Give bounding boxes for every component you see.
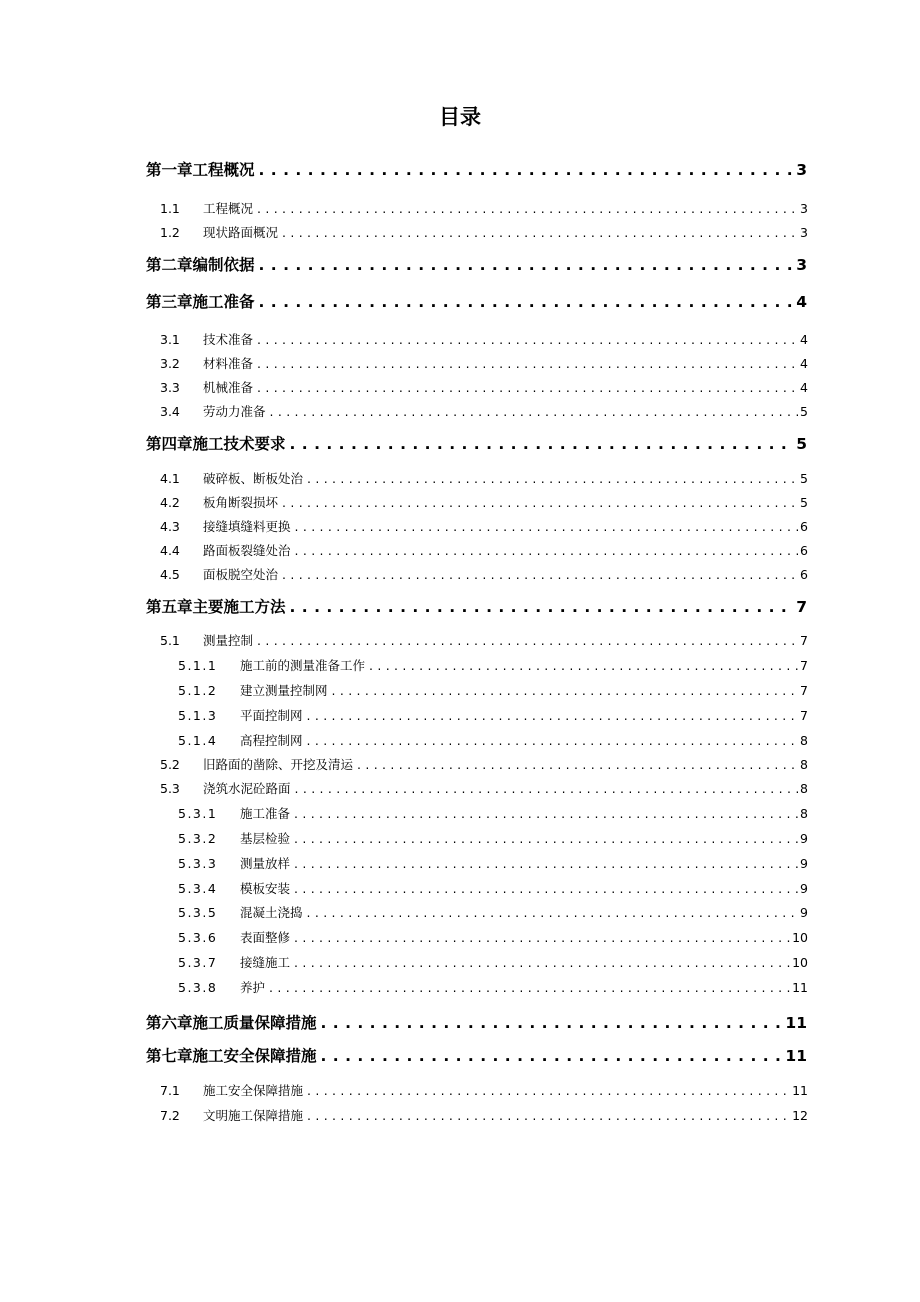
toc-chapter-entry[interactable] [146, 596, 807, 618]
toc-entry-page-number: 3 [796, 256, 807, 274]
toc-entry-label: 第一章工程概况 [146, 161, 255, 179]
toc-entry-label: 板角断裂损坏 [203, 495, 279, 510]
toc-entry-page-number: 3 [800, 201, 808, 216]
toc-section-entry[interactable] [160, 223, 808, 243]
toc-entry-page-number: 10 [792, 930, 808, 945]
toc-entry-page-number: 11 [792, 980, 808, 995]
toc-entry-label: 测量放样 [240, 856, 291, 871]
toc-entry-page-number: 4 [800, 332, 808, 347]
dot-leader [282, 493, 798, 513]
dot-leader [269, 978, 790, 998]
dot-leader [259, 254, 795, 276]
dot-leader [307, 903, 799, 923]
toc-entry-label: 机械准备 [203, 380, 254, 395]
dot-leader [295, 541, 799, 561]
toc-entry-number: 3.3 [160, 380, 180, 395]
toc-entry-page-number: 10 [792, 955, 808, 970]
toc-section-entry[interactable] [160, 541, 808, 561]
dot-leader [270, 402, 799, 422]
toc-chapter-entry[interactable] [146, 1012, 807, 1034]
toc-entry-number: 5.3.6 [178, 930, 218, 945]
toc-section-entry[interactable] [178, 681, 808, 701]
toc-section-entry[interactable] [178, 953, 808, 973]
toc-entry-label: 破碎板、断板处治 [203, 471, 304, 486]
toc-entry-number: 5.2 [160, 757, 180, 772]
toc-entry-number: 5.1.4 [178, 733, 218, 748]
toc-entry-number: 3.1 [160, 332, 180, 347]
dot-leader [294, 953, 790, 973]
toc-section-entry[interactable] [160, 755, 808, 775]
toc-entry-number: 5.3.1 [178, 806, 218, 821]
toc-entry-label: 建立测量控制网 [240, 683, 328, 698]
dot-leader [307, 731, 799, 751]
toc-entry-label: 旧路面的凿除、开挖及清运 [203, 757, 354, 772]
dot-leader [295, 779, 799, 799]
toc-entry-page-number: 9 [800, 856, 808, 871]
dot-leader [307, 1106, 790, 1126]
toc-entry-number: 5.3.7 [178, 955, 218, 970]
toc-entry-label: 第四章施工技术要求 [146, 435, 286, 453]
toc-entry-page-number: 8 [800, 806, 808, 821]
toc-entry-number: 4.1 [160, 471, 180, 486]
toc-entry-label: 施工准备 [240, 806, 291, 821]
dot-leader [307, 706, 799, 726]
toc-title: 目录 [439, 105, 481, 129]
toc-entry-label: 接缝填缝料更换 [203, 519, 291, 534]
dot-leader [332, 681, 799, 701]
toc-entry-label: 模板安装 [240, 881, 291, 896]
toc-entry-number: 7.2 [160, 1108, 180, 1123]
toc-section-entry[interactable] [178, 804, 808, 824]
dot-leader [290, 596, 795, 618]
toc-entry-label: 测量控制 [203, 633, 254, 648]
toc-entry-number: 3.4 [160, 404, 180, 419]
toc-entry-page-number: 4 [796, 293, 807, 311]
toc-section-entry[interactable] [178, 731, 808, 751]
toc-section-entry[interactable] [160, 378, 808, 398]
toc-entry-label: 现状路面概况 [203, 225, 279, 240]
toc-entry-number: 7.1 [160, 1083, 180, 1098]
toc-entry-number: 1.2 [160, 225, 180, 240]
dot-leader [259, 159, 795, 181]
dot-leader [294, 928, 790, 948]
toc-entry-number: 5.1.1 [178, 658, 218, 673]
toc-entry-page-number: 7 [800, 683, 808, 698]
toc-entry-label: 平面控制网 [240, 708, 303, 723]
toc-entry-page-number: 6 [800, 519, 808, 534]
toc-entry-label: 工程概况 [203, 201, 254, 216]
toc-entry-label: 施工安全保障措施 [203, 1083, 304, 1098]
toc-entry-label: 接缝施工 [240, 955, 291, 970]
toc-entry-label: 基层检验 [240, 831, 291, 846]
toc-chapter-entry[interactable] [146, 433, 807, 455]
toc-section-entry[interactable] [160, 469, 808, 489]
toc-entry-page-number: 3 [800, 225, 808, 240]
toc-entry-page-number: 5 [800, 495, 808, 510]
toc-section-entry[interactable] [160, 199, 808, 219]
toc-entry-number: 4.3 [160, 519, 180, 534]
dot-leader [295, 517, 799, 537]
dot-leader [257, 378, 798, 398]
toc-entry-label: 第七章施工安全保障措施 [146, 1047, 317, 1065]
toc-entry-page-number: 7 [800, 708, 808, 723]
toc-entry-number: 4.4 [160, 543, 180, 558]
dot-leader [307, 1081, 790, 1101]
toc-entry-page-number: 8 [800, 733, 808, 748]
toc-entry-label: 第六章施工质量保障措施 [146, 1014, 317, 1032]
dot-leader [321, 1012, 784, 1034]
dot-leader [259, 291, 795, 313]
toc-entry-page-number: 8 [800, 757, 808, 772]
toc-entry-page-number: 5 [796, 435, 807, 453]
toc-chapter-entry[interactable] [146, 291, 807, 313]
toc-entry-page-number: 4 [800, 356, 808, 371]
toc-section-entry[interactable] [178, 854, 808, 874]
toc-entry-number: 5.3.3 [178, 856, 218, 871]
toc-section-entry[interactable] [160, 1106, 808, 1126]
toc-entry-number: 5.3 [160, 781, 180, 796]
toc-section-entry[interactable] [178, 928, 808, 948]
toc-entry-label: 施工前的测量准备工作 [240, 658, 366, 673]
toc-section-entry[interactable] [178, 879, 808, 899]
toc-section-entry[interactable] [160, 779, 808, 799]
toc-entry-page-number: 4 [800, 380, 808, 395]
toc-entry-page-number: 12 [792, 1108, 808, 1123]
toc-entry-label: 面板脱空处治 [203, 567, 279, 582]
toc-section-entry[interactable] [178, 656, 808, 676]
toc-entry-page-number: 9 [800, 881, 808, 896]
toc-entry-number: 5.1.2 [178, 683, 218, 698]
toc-entry-page-number: 6 [800, 543, 808, 558]
toc-entry-label: 材料准备 [203, 356, 254, 371]
toc-entry-label: 劳动力准备 [203, 404, 266, 419]
toc-entry-page-number: 7 [796, 598, 807, 616]
toc-entry-label: 技术准备 [203, 332, 254, 347]
dot-leader [282, 223, 798, 243]
toc-entry-label: 第五章主要施工方法 [146, 598, 286, 616]
dot-leader [257, 330, 798, 350]
toc-entry-label: 第二章编制依据 [146, 256, 255, 274]
dot-leader [257, 631, 798, 651]
toc-entry-number: 5.3.5 [178, 905, 218, 920]
dot-leader [294, 854, 798, 874]
dot-leader [257, 354, 798, 374]
toc-entry-page-number: 9 [800, 905, 808, 920]
dot-leader [294, 879, 798, 899]
toc-entry-page-number: 3 [796, 161, 807, 179]
toc-entry-label: 路面板裂缝处治 [203, 543, 291, 558]
toc-entry-number: 4.5 [160, 567, 180, 582]
toc-section-entry[interactable] [160, 1081, 808, 1101]
dot-leader [257, 199, 798, 219]
toc-section-entry[interactable] [178, 829, 808, 849]
toc-entry-number: 3.2 [160, 356, 180, 371]
toc-entry-label: 浇筑水泥砼路面 [203, 781, 291, 796]
dot-leader [294, 804, 798, 824]
toc-entry-number: 4.2 [160, 495, 180, 510]
toc-entry-number: 5.3.4 [178, 881, 218, 896]
toc-section-entry[interactable] [160, 565, 808, 585]
toc-entry-page-number: 11 [785, 1047, 807, 1065]
toc-entry-label: 混凝土浇捣 [240, 905, 303, 920]
toc-entry-label: 高程控制网 [240, 733, 303, 748]
toc-entry-page-number: 7 [800, 633, 808, 648]
toc-entry-number: 5.3.2 [178, 831, 218, 846]
toc-section-entry[interactable] [160, 517, 808, 537]
dot-leader [307, 469, 798, 489]
dot-leader [290, 433, 795, 455]
dot-leader [321, 1045, 784, 1067]
toc-entry-page-number: 11 [792, 1083, 808, 1098]
toc-entry-page-number: 7 [800, 658, 808, 673]
dot-leader [294, 829, 798, 849]
toc-section-entry[interactable] [178, 903, 808, 923]
toc-chapter-entry[interactable] [146, 159, 807, 181]
toc-entry-label: 表面整修 [240, 930, 291, 945]
toc-section-entry[interactable] [160, 631, 808, 651]
toc-entry-number: 5.1.3 [178, 708, 218, 723]
toc-chapter-entry[interactable] [146, 1045, 807, 1067]
toc-entry-page-number: 11 [785, 1014, 807, 1032]
toc-section-entry[interactable] [160, 402, 808, 422]
toc-section-entry[interactable] [178, 706, 808, 726]
toc-chapter-entry[interactable] [146, 254, 807, 276]
toc-section-entry[interactable] [178, 978, 808, 998]
toc-section-entry[interactable] [160, 330, 808, 350]
toc-entry-label: 养护 [240, 980, 266, 995]
toc-entry-page-number: 5 [800, 404, 808, 419]
toc-entry-page-number: 6 [800, 567, 808, 582]
toc-entry-number: 5.3.8 [178, 980, 218, 995]
toc-entry-label: 文明施工保障措施 [203, 1108, 304, 1123]
toc-section-entry[interactable] [160, 354, 808, 374]
toc-entry-label: 第三章施工准备 [146, 293, 255, 311]
toc-entry-number: 5.1 [160, 633, 180, 648]
dot-leader [357, 755, 798, 775]
toc-section-entry[interactable] [160, 493, 808, 513]
toc-entry-page-number: 8 [800, 781, 808, 796]
dot-leader [369, 656, 798, 676]
toc-entry-page-number: 9 [800, 831, 808, 846]
dot-leader [282, 565, 798, 585]
toc-entry-number: 1.1 [160, 201, 180, 216]
toc-entry-page-number: 5 [800, 471, 808, 486]
